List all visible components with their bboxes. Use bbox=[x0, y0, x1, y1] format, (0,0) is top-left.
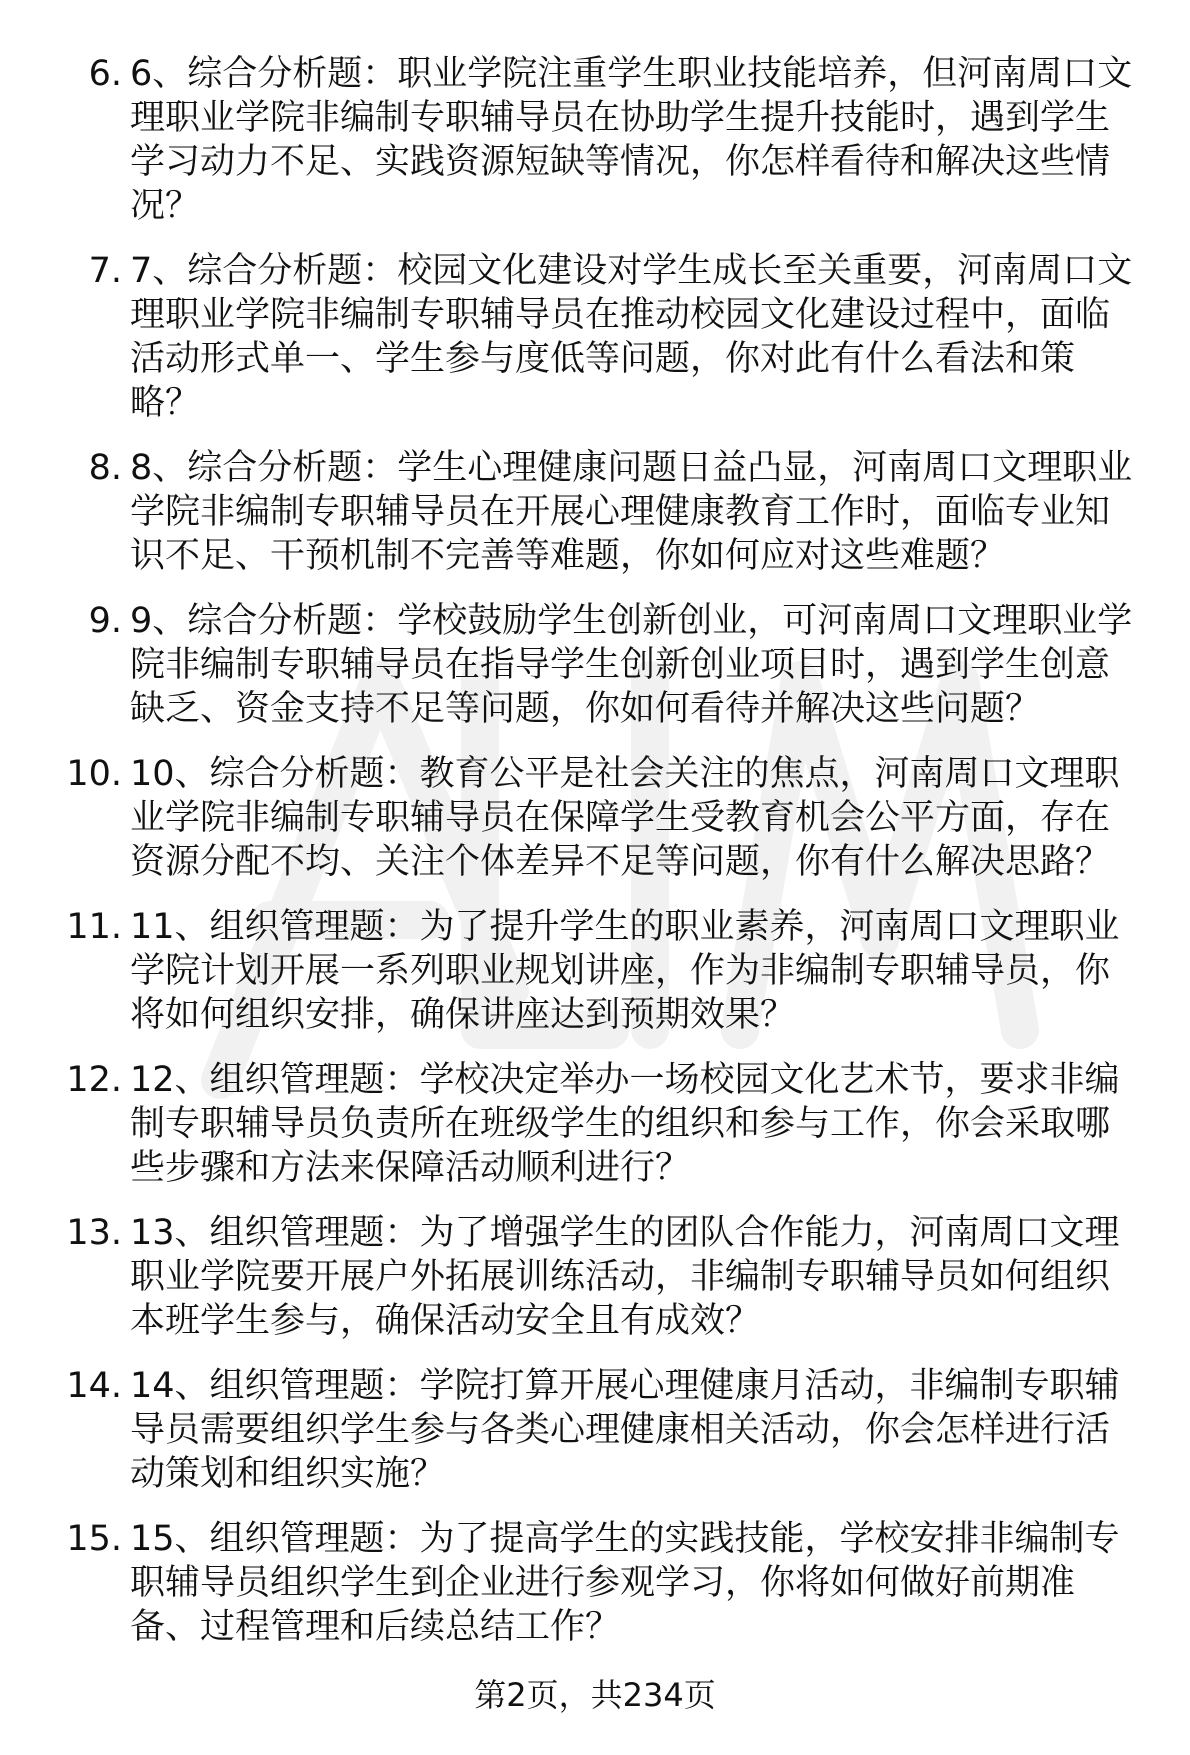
question-text: 12、组织管理题：学校决定举办一场校园文化艺术节，要求非编制专职辅导员负责所在班级学生的组织和参与工作，你会采取哪些步骤和方法来保障活动顺利进行？ bbox=[130, 1060, 1120, 1188]
question-number: 9. bbox=[88, 601, 122, 641]
question-text: 6、综合分析题：职业学院注重学生职业技能培养，但河南周口文理职业学院非编制专职辅导员在协助学生提升技能时，遇到学生学习动力不足、实践资源短缺等情况，你怎样看待和解决这些情况？ bbox=[130, 54, 1133, 226]
list-item bbox=[60, 249, 1160, 425]
question-number: 14. bbox=[66, 1366, 122, 1406]
list-item bbox=[60, 905, 1160, 1037]
list-item bbox=[60, 752, 1160, 884]
question-list bbox=[60, 52, 1160, 1670]
question-text: 7、综合分析题：校园文化建设对学生成长至关重要，河南周口文理职业学院非编制专职辅导员在推动校园文化建设过程中，面临活动形式单一、学生参与度低等问题，你对此有什么看法和策略？ bbox=[130, 251, 1133, 423]
question-number: 12. bbox=[66, 1060, 122, 1100]
question-number: 8. bbox=[88, 448, 122, 488]
list-item bbox=[60, 52, 1160, 228]
question-text: 9、综合分析题：学校鼓励学生创新创业，可河南周口文理职业学院非编制专职辅导员在指导学生创新创业项目时，遇到学生创意缺乏、资金支持不足等问题，你如何看待并解决这些问题？ bbox=[130, 601, 1133, 729]
question-number: 6. bbox=[88, 54, 122, 94]
question-text: 13、组织管理题：为了增强学生的团队合作能力，河南周口文理职业学院要开展户外拓展训练活动，非编制专职辅导员如何组织本班学生参与，确保活动安全且有成效？ bbox=[130, 1213, 1120, 1341]
question-text: 8、综合分析题：学生心理健康问题日益凸显，河南周口文理职业学院非编制专职辅导员在开展心理健康教育工作时，面临专业知识不足、干预机制不完善等难题，你如何应对这些难题？ bbox=[130, 448, 1133, 576]
question-text: 11、组织管理题：为了提升学生的职业素养，河南周口文理职业学院计划开展一系列职业规划讲座，作为非编制专职辅导员，你将如何组织安排，确保讲座达到预期效果？ bbox=[130, 907, 1120, 1035]
question-text: 10、综合分析题：教育公平是社会关注的焦点，河南周口文理职业学院非编制专职辅导员在保障学生受教育机会公平方面，存在资源分配不均、关注个体差异不足等问题，你有什么解决思路？ bbox=[130, 754, 1120, 882]
list-item bbox=[60, 1058, 1160, 1190]
question-number: 10. bbox=[66, 754, 122, 794]
question-number: 15. bbox=[66, 1519, 122, 1559]
question-text: 15、组织管理题：为了提高学生的实践技能，学校安排非编制专职辅导员组织学生到企业进行参观学习，你将如何做好前期准备、过程管理和后续总结工作？ bbox=[130, 1519, 1120, 1647]
list-item bbox=[60, 1211, 1160, 1343]
page-footer bbox=[0, 1675, 1190, 1715]
list-item bbox=[60, 599, 1160, 731]
question-number: 7. bbox=[88, 251, 122, 291]
list-item bbox=[60, 446, 1160, 578]
list-item bbox=[60, 1364, 1160, 1496]
page-number-label: 第2页，共234页 bbox=[474, 1676, 716, 1714]
list-item bbox=[60, 1517, 1160, 1649]
question-number: 11. bbox=[66, 907, 122, 947]
question-number: 13. bbox=[66, 1213, 122, 1253]
question-text: 14、组织管理题：学院打算开展心理健康月活动，非编制专职辅导员需要组织学生参与各类心理健康相关活动，你会怎样进行活动策划和组织实施？ bbox=[130, 1366, 1120, 1494]
